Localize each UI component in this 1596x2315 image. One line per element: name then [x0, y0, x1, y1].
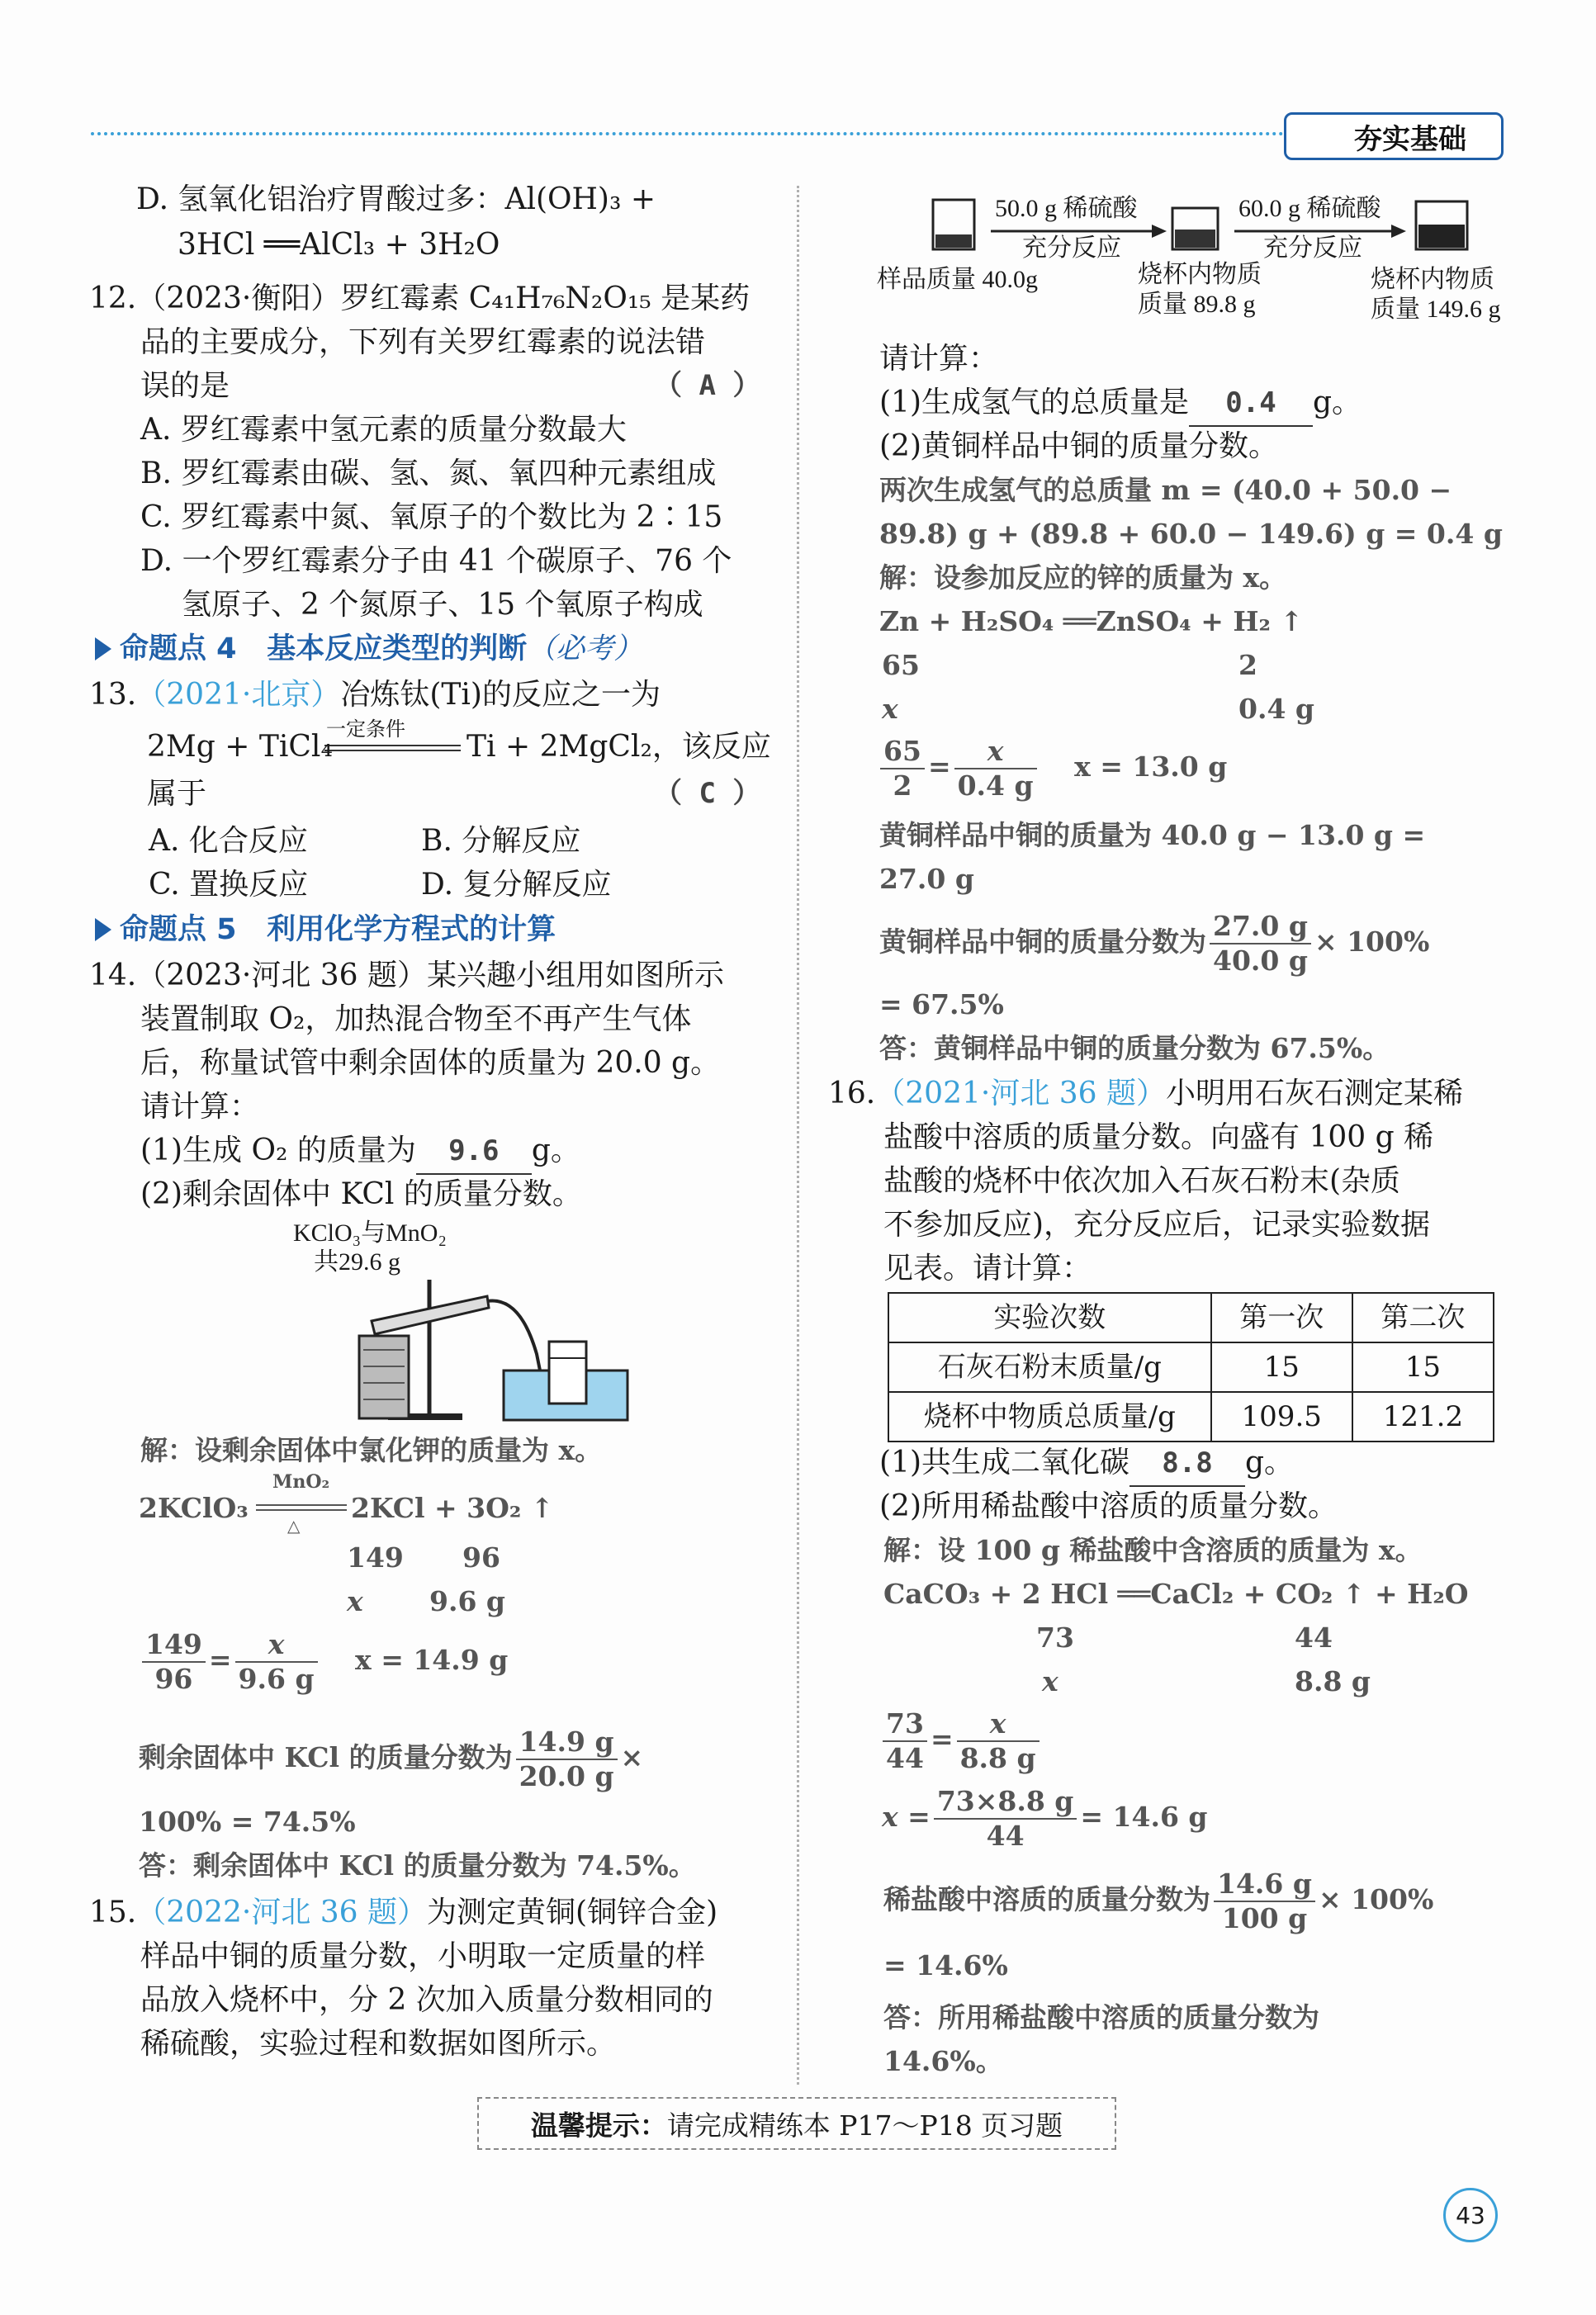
q13-equation-left: 2Mg + TiCl₄	[147, 730, 333, 764]
table-cell: 15	[1352, 1342, 1494, 1392]
q16-stem-line1	[828, 1072, 1463, 1115]
q15-sol-proportion: $\frac{65}{2}$ = $\frac{x}{0.4 g}$ x = 13.0 g	[877, 735, 1227, 802]
q16-data-table	[888, 1292, 1494, 1442]
q16-stem-line2: 盐酸中溶质的质量分数。向盛有 100 g 稀	[883, 1120, 1434, 1154]
footer-tip-text: 请完成精练本 P17～P18 页习题	[666, 2109, 1063, 2142]
q14-sol-catalyst: MnO₂	[272, 1471, 330, 1493]
q13-number: 13.	[89, 678, 137, 712]
footer-tip-label: 温馨提示：	[530, 2109, 667, 2142]
q15-sol-percent-result: = 67.5%	[879, 988, 1004, 1020]
q16-x-equals: x =	[882, 1801, 931, 1833]
q15-sol-line2: 89.8) g + (89.8 + 60.0 − 149.6) g = 0.4 g	[879, 518, 1503, 550]
q16-sub1	[879, 1441, 1294, 1487]
header-dotted-rule	[91, 132, 1284, 135]
table-header-cell: 实验次数	[888, 1293, 1211, 1342]
q14-frac1-num: 149	[142, 1628, 206, 1663]
q15-fig-add2: 60.0 g 稀硫酸	[1238, 195, 1381, 222]
q12-option-c: C. 罗红霉素中氮、氧原子的个数比为 2∶15	[140, 500, 723, 534]
footer-tip	[477, 2097, 1116, 2150]
q11-option-d-line1: D. 氢氧化铝治疗胃酸过多：Al(OH)₃ +	[136, 182, 656, 216]
q12-option-a: A. 罗红霉素中氢元素的质量分数最大	[140, 413, 627, 447]
q14-sol-percent	[139, 1726, 643, 1793]
q16-frac3-num: 73×8.8 g	[934, 1785, 1077, 1820]
q16-times-100: × 100%	[1318, 1883, 1434, 1915]
q14-sol-answer: 答：剩余固体中 KCl 的质量分数为 74.5%。	[139, 1849, 696, 1882]
q13-answer: （ C ）	[654, 777, 761, 810]
q15-frac3-num: 27.0 g	[1210, 910, 1311, 944]
q16-sol-mass1: 73	[1036, 1621, 1074, 1654]
q14-sub1-unit: g。	[531, 1134, 580, 1167]
table-header-cell: 第二次	[1352, 1293, 1494, 1342]
q15-fig-add1: 50.0 g 稀硫酸	[995, 195, 1138, 222]
table-cell: 石灰石粉末质量/g	[888, 1342, 1211, 1392]
q14-sol-eq-left: 2KClO₃	[139, 1492, 249, 1524]
topic-4-note: （必考）	[527, 632, 643, 665]
q16-sol-mass2: 44	[1295, 1621, 1333, 1654]
q16-text: 小明用石灰石测定某稀	[1166, 1077, 1464, 1110]
q14-sol-eq-right: 2KCl + 3O₂ ↑	[351, 1492, 554, 1524]
q15-sub2: (2)黄铜样品中铜的质量分数。	[879, 429, 1278, 463]
q16-frac4-den: 100 g	[1221, 1902, 1308, 1934]
q16-sol-equation: CaCO₃ + 2 HCl ══CaCl₂ + CO₂ ↑ + H₂O	[883, 1578, 1469, 1610]
topic-4-heading	[95, 627, 642, 671]
q13-stem-line1	[89, 673, 661, 717]
q14-sol-mass2: 96	[462, 1541, 500, 1574]
q16-sol-percent-result: = 14.6%	[883, 1949, 1008, 1981]
q15-sol-mass3: x	[882, 693, 898, 725]
q11-option-d-line2: 3HCl ══AlCl₃ + 3H₂O	[178, 228, 500, 262]
q15-sol-copper-mass: 黄铜样品中铜的质量为 40.0 g − 13.0 g =	[879, 819, 1426, 851]
q14-stem-line2: 装置制取 O₂，加热混合物至不再产生气体	[140, 1002, 692, 1036]
section-tag-label: 夯实基础	[1354, 122, 1466, 156]
q15-frac2-den: 0.4 g	[957, 769, 1034, 802]
q16-sol-answer-line2: 14.6%。	[883, 2045, 1003, 2077]
q16-stem-line5: 见表。请计算：	[883, 1252, 1092, 1285]
page-number: 43	[1443, 2188, 1498, 2242]
q15-frac1-num: 65	[880, 735, 925, 769]
q15-sol-result: x = 13.0 g	[1074, 750, 1228, 783]
q15-fig-caption1: 样品质量 40.0g	[877, 266, 1038, 293]
q15-stem-line3: 品放入烧杯中，分 2 次加入质量分数相同的	[140, 1983, 713, 2017]
q15-sol-answer: 答：黄铜样品中铜的质量分数为 67.5%。	[879, 1032, 1390, 1064]
q14-sub1-text: (1)生成 O₂ 的质量为	[140, 1134, 416, 1167]
q15-number: 15.	[89, 1896, 137, 1929]
q15-sol-line3: 解：设参加反应的锌的质量为 x。	[879, 561, 1287, 594]
q13-stem-line3: 属于	[147, 777, 207, 811]
table-row	[888, 1293, 1494, 1342]
q16-source: （2021·河北 36 题）	[875, 1077, 1167, 1110]
q13-option-c: C. 置换反应	[149, 868, 309, 902]
q16-frac3-den: 44	[986, 1820, 1025, 1852]
q15-frac3-den: 40.0 g	[1213, 944, 1308, 977]
q14-frac2-den: 9.6 g	[238, 1663, 315, 1695]
section-tag	[1284, 112, 1504, 160]
q16-sol-line1: 解：设 100 g 稀盐酸中含溶质的质量为 x。	[883, 1534, 1423, 1566]
q15-sub1-text: (1)生成氢气的总质量是	[879, 386, 1189, 419]
topic-5-heading	[95, 908, 556, 952]
q15-stem-line4: 稀硫酸，实验过程和数据如图所示。	[140, 2027, 617, 2061]
q14-sol-line1: 解：设剩余固体中氯化钾的质量为 x。	[140, 1434, 603, 1466]
q16-sub1-answer: 8.8	[1130, 1442, 1245, 1487]
q14-sub2: (2)剩余固体中 KCl 的质量分数。	[140, 1177, 582, 1211]
topic-4-title: 基本反应类型的判断	[267, 632, 528, 665]
q14-sol-result: x = 14.9 g	[355, 1644, 509, 1676]
q12-option-b: B. 罗红霉素由碳、氢、氮、氧四种元素组成	[140, 457, 717, 490]
q15-times-100: × 100%	[1314, 926, 1430, 958]
table-row	[888, 1342, 1494, 1392]
q14-sol-proportion: $\frac{149}{96}$ = $\frac{x}{9.6 g}$ x = 14.9 g	[139, 1628, 508, 1696]
q13-equals-sign	[324, 745, 461, 751]
q14-figure-caption2: 共29.6 g	[314, 1248, 400, 1276]
q14-sol-mass3: x	[347, 1585, 363, 1617]
q14-sub1	[140, 1129, 580, 1175]
q16-number: 16.	[828, 1077, 876, 1110]
q15-stem-line2: 样品中铜的质量分数，小明取一定质量的样	[140, 1939, 706, 1973]
q13-option-a: A. 化合反应	[149, 824, 308, 858]
q12-stem-line1: 12.（2023·衡阳）罗红霉素 C₄₁H₇₆N₂O₁₅ 是某药	[89, 282, 751, 315]
table-row	[888, 1392, 1494, 1442]
q12-option-d-line1: D. 一个罗红霉素分子由 41 个碳原子、76 个	[140, 544, 732, 578]
q16-sol-mass4: 8.8 g	[1295, 1665, 1371, 1697]
q16-frac2-den: 8.8 g	[959, 1742, 1036, 1774]
q16-sol-percent	[883, 1868, 1433, 1935]
q15-fig-caption2a: 烧杯内物质	[1138, 261, 1262, 288]
q15-fig-caption2b: 质量 89.8 g	[1138, 291, 1256, 318]
q16-frac1-den: 44	[886, 1742, 924, 1774]
q16-sol-proportion: $\frac{73}{44}$ = $\frac{x}{8.8 g}$	[879, 1707, 1043, 1775]
q15-fig-caption3a: 烧杯内物质	[1371, 266, 1494, 293]
heat-triangle-icon: △	[287, 1516, 301, 1536]
q14-frac3-den: 20.0 g	[519, 1760, 614, 1792]
q13-option-d: D. 复分解反应	[421, 868, 612, 902]
q15-frac1-den: 2	[893, 769, 912, 802]
q15-fig-react2: 充分反应	[1263, 234, 1362, 262]
q16-frac2-num: x	[957, 1707, 1040, 1742]
q14-apparatus-figure	[339, 1271, 636, 1428]
q15-sol-mass4: 0.4 g	[1238, 693, 1314, 725]
q15-sol-percent	[879, 910, 1429, 978]
q14-figure-caption1: KClO₃与MnO₂	[293, 1219, 447, 1247]
q15-sol-copper-mass-result: 27.0 g	[879, 863, 974, 895]
q15-ask: 请计算：	[879, 342, 999, 376]
q14-stem-line3: 后，称量试管中剩余固体的质量为 20.0 g。	[140, 1046, 721, 1080]
q13-text: 冶炼钛(Ti)的反应之一为	[340, 678, 661, 712]
q16-sol-result: = 14.6 g	[1080, 1801, 1208, 1833]
table-cell: 121.2	[1352, 1392, 1494, 1442]
q13-source: （2021·北京）	[136, 678, 341, 712]
triangle-icon	[95, 637, 111, 660]
q13-option-b: B. 分解反应	[421, 824, 581, 858]
q15-source: （2022·河北 36 题）	[136, 1896, 428, 1929]
q15-fig-react1: 充分反应	[1022, 234, 1121, 262]
q15-stem-line1	[89, 1891, 717, 1934]
q16-sub2: (2)所用稀盐酸中溶质的质量分数。	[879, 1489, 1338, 1523]
q12-stem-line2: 品的主要成分，下列有关罗红霉素的说法错	[140, 325, 706, 359]
q16-sol-solve	[882, 1785, 1207, 1853]
q16-sol-percent-text: 稀盐酸中溶质的质量分数为	[883, 1883, 1210, 1915]
q16-sub1-text: (1)共生成二氧化碳	[879, 1446, 1130, 1479]
q14-stem-line4: 请计算：	[140, 1090, 260, 1124]
q14-frac1-den: 96	[154, 1663, 193, 1695]
q16-stem-line4: 不参加反应)，充分反应后，记录实验数据	[883, 1208, 1431, 1242]
q12-answer: （ A ）	[654, 369, 761, 402]
table-cell: 15	[1211, 1342, 1352, 1392]
column-divider	[797, 186, 799, 2085]
table-header-cell: 第一次	[1211, 1293, 1352, 1342]
q15-text: 为测定黄铜(铜锌合金)	[427, 1896, 718, 1929]
q16-sol-answer-line1: 答：所用稀盐酸中溶质的质量分数为	[883, 2001, 1319, 2033]
q16-sub1-unit: g。	[1245, 1446, 1295, 1479]
q15-sub1	[879, 381, 1362, 427]
table-cell: 109.5	[1211, 1392, 1352, 1442]
q16-frac1-num: 73	[883, 1707, 927, 1742]
q15-sol-line1: 两次生成氢气的总质量 m = (40.0 + 50.0 −	[879, 474, 1452, 506]
q14-times: ×	[620, 1741, 644, 1773]
q16-frac4-num: 14.6 g	[1214, 1868, 1315, 1902]
q14-sol-mass4: 9.6 g	[429, 1585, 505, 1617]
q15-sub1-answer: 0.4	[1189, 381, 1313, 427]
q15-sol-mass1: 65	[882, 649, 920, 681]
triangle-icon	[95, 918, 111, 941]
q12-option-d-line2: 氢原子、2 个氮原子、15 个氧原子构成	[182, 588, 703, 622]
q16-stem-line3: 盐酸的烧杯中依次加入石灰石粉末(杂质	[883, 1164, 1401, 1198]
q15-sol-mass2: 2	[1238, 649, 1257, 681]
q15-frac2-num: x	[954, 735, 1037, 769]
q15-fig-caption3b: 质量 149.6 g	[1371, 296, 1501, 323]
q14-sol-mass1: 149	[347, 1541, 404, 1574]
topic-5-title: 利用化学方程式的计算	[267, 913, 556, 946]
q14-frac3-num: 14.9 g	[516, 1726, 618, 1760]
q12-stem-line3: 误的是	[140, 369, 230, 403]
q14-stem-line1: 14.（2023·河北 36 题）某兴趣小组用如图所示	[89, 959, 725, 992]
q16-sol-mass3: x	[1042, 1665, 1058, 1697]
topic-5-label: 命题点 5	[120, 913, 237, 946]
table-cell: 烧杯中物质总质量/g	[888, 1392, 1211, 1442]
q14-sol-eq-sign	[256, 1504, 347, 1511]
q15-sol-equation: Zn + H₂SO₄ ══ZnSO₄ + H₂ ↑	[879, 605, 1304, 637]
q14-sol-percent-text: 剩余固体中 KCl 的质量分数为	[139, 1741, 513, 1773]
q13-equation-right: Ti + 2MgCl₂，该反应	[466, 730, 771, 764]
topic-4-label: 命题点 4	[120, 632, 237, 665]
q13-condition: 一定条件	[326, 717, 405, 741]
q14-sub1-answer: 9.6	[416, 1129, 532, 1175]
q14-frac2-num: x	[235, 1628, 318, 1663]
q14-sol-percent-result: 100% = 74.5%	[139, 1806, 356, 1838]
q15-sol-percent-text: 黄铜样品中铜的质量分数为	[879, 926, 1206, 958]
q15-sub1-unit: g。	[1313, 386, 1362, 419]
